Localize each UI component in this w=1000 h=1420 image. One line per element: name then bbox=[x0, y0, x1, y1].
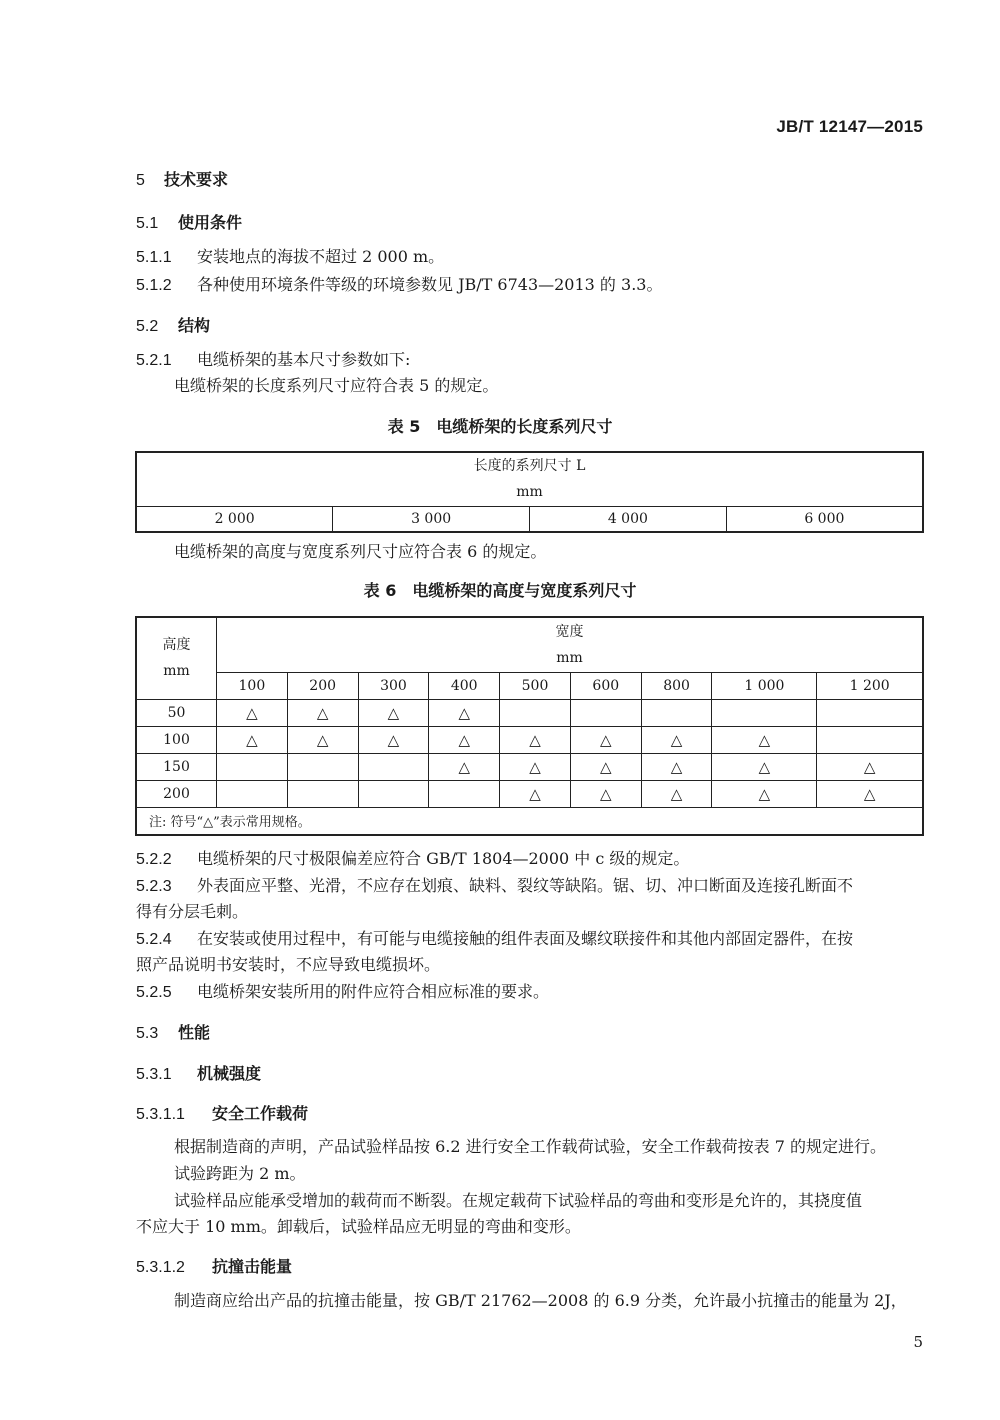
row-header-unit: mm bbox=[163, 663, 190, 680]
width-header-cell: 200 bbox=[287, 672, 358, 699]
header-unit: mm bbox=[516, 484, 543, 501]
document-code: JB/T 12147—2015 bbox=[776, 117, 923, 136]
spec-cell: △ bbox=[500, 780, 571, 807]
spec-cell bbox=[570, 699, 641, 726]
spec-cell: △ bbox=[817, 780, 923, 807]
paragraph: 试验样品应能承受增加的载荷而不断裂。在规定载荷下试验样品的弯曲和变形是允许的，其挠度值 bbox=[174, 1191, 863, 1210]
clause-5-2-2 bbox=[136, 846, 689, 873]
width-header-cell: 1 200 bbox=[817, 672, 923, 699]
spec-cell bbox=[217, 780, 288, 807]
spec-cell: △ bbox=[287, 699, 358, 726]
page-number: 5 bbox=[913, 1333, 923, 1351]
table-note: 注: 符号“△”表示常用规格。 bbox=[136, 807, 923, 835]
paragraph: 电缆桥架的长度系列尺寸应符合表 5 的规定。 bbox=[174, 376, 499, 395]
section-5-2-heading bbox=[136, 313, 210, 336]
spec-cell: △ bbox=[358, 699, 429, 726]
clause-number: 5.2.2 bbox=[136, 851, 172, 868]
table-row bbox=[136, 753, 923, 780]
spec-cell: △ bbox=[641, 726, 712, 753]
width-header-cell: 300 bbox=[358, 672, 429, 699]
table-cell: 3 000 bbox=[333, 506, 530, 532]
clause-5-2-1 bbox=[136, 347, 410, 374]
section-5-3-1-2-heading bbox=[136, 1254, 292, 1277]
width-header-cell: 400 bbox=[429, 672, 500, 699]
width-header-cell: 600 bbox=[570, 672, 641, 699]
section-5-heading bbox=[136, 167, 228, 190]
paragraph: 电缆桥架的高度与宽度系列尺寸应符合表 6 的规定。 bbox=[174, 542, 547, 561]
clause-number: 5.2.4 bbox=[136, 931, 172, 948]
col-header bbox=[217, 617, 924, 672]
spec-cell: △ bbox=[641, 780, 712, 807]
spec-cell: △ bbox=[500, 726, 571, 753]
spec-cell bbox=[817, 699, 923, 726]
header-label: 长度的系列尺寸 L bbox=[473, 458, 586, 475]
section-number: 5.3 bbox=[136, 1025, 159, 1042]
section-title: 安全工作载荷 bbox=[212, 1104, 309, 1123]
spec-cell: △ bbox=[570, 780, 641, 807]
clause-number: 5.1.1 bbox=[136, 249, 172, 266]
spec-cell: △ bbox=[217, 726, 288, 753]
section-number: 5.3.1 bbox=[136, 1066, 172, 1083]
spec-cell: △ bbox=[429, 753, 500, 780]
height-cell: 100 bbox=[136, 726, 217, 753]
section-title: 抗撞击能量 bbox=[212, 1257, 293, 1276]
clause-number: 5.2.3 bbox=[136, 878, 172, 895]
table-6 bbox=[135, 616, 924, 836]
spec-cell: △ bbox=[500, 753, 571, 780]
clause-5-2-3 bbox=[136, 873, 853, 900]
spec-cell bbox=[358, 780, 429, 807]
col-header-unit: mm bbox=[556, 649, 583, 666]
clause-text: 电缆桥架的基本尺寸参数如下: bbox=[197, 350, 411, 369]
spec-cell bbox=[217, 753, 288, 780]
width-header-cell: 100 bbox=[217, 672, 288, 699]
spec-cell: △ bbox=[217, 699, 288, 726]
table-5-caption: 表 5 电缆桥架的长度系列尺寸 bbox=[387, 417, 613, 436]
table-5 bbox=[135, 451, 924, 533]
paragraph: 照产品说明书安装时，不应导致电缆损坏。 bbox=[136, 955, 441, 974]
clause-text: 安装地点的海拔不超过 2 000 m。 bbox=[197, 247, 445, 266]
spec-cell bbox=[500, 699, 571, 726]
clause-number: 5.2.5 bbox=[136, 984, 172, 1001]
section-5-3-1-1-heading bbox=[136, 1101, 308, 1124]
row-header bbox=[136, 617, 217, 699]
clause-text: 外表面应平整、光滑，不应存在划痕、缺料、裂纹等缺陷。锯、切、冲口断面及连接孔断面不 bbox=[197, 876, 854, 895]
spec-cell bbox=[429, 780, 500, 807]
paragraph: 根据制造商的声明，产品试验样品按 6.2 进行安全工作载荷试验，安全工作载荷按表 7 的规定进行。 bbox=[174, 1137, 886, 1156]
spec-cell: △ bbox=[287, 726, 358, 753]
spec-cell bbox=[287, 753, 358, 780]
clause-number: 5.2.1 bbox=[136, 352, 172, 369]
table-header bbox=[136, 452, 923, 506]
spec-cell: △ bbox=[712, 753, 817, 780]
row-header-label: 高度 bbox=[162, 637, 191, 654]
section-title: 结构 bbox=[178, 316, 211, 335]
clause-text: 在安装或使用过程中，有可能与电缆接触的组件表面及螺纹联接件和其他内部固定器件，在按 bbox=[197, 929, 854, 948]
table-6-caption: 表 6 电缆桥架的高度与宽度系列尺寸 bbox=[363, 581, 637, 600]
table-row bbox=[136, 699, 923, 726]
width-header-cell: 1 000 bbox=[712, 672, 817, 699]
spec-cell bbox=[358, 753, 429, 780]
paragraph: 试验跨距为 2 m。 bbox=[174, 1164, 306, 1183]
spec-cell bbox=[712, 699, 817, 726]
table-cell: 6 000 bbox=[726, 506, 923, 532]
spec-cell: △ bbox=[429, 726, 500, 753]
table-cell: 4 000 bbox=[530, 506, 727, 532]
paragraph: 制造商应给出产品的抗撞击能量，按 GB/T 21762—2008 的 6.9 分类，允许最小抗撞击的能量为 2J， bbox=[174, 1291, 907, 1310]
clause-text: 各种使用环境条件等级的环境参数见 JB/T 6743—2013 的 3.3。 bbox=[197, 275, 663, 294]
spec-cell: △ bbox=[570, 726, 641, 753]
clause-number: 5.1.2 bbox=[136, 277, 172, 294]
spec-cell: △ bbox=[817, 753, 923, 780]
spec-cell bbox=[287, 780, 358, 807]
paragraph: 不应大于 10 mm。卸载后，试验样品应无明显的弯曲和变形。 bbox=[136, 1217, 581, 1236]
clause-text: 电缆桥架安装所用的附件应符合相应标准的要求。 bbox=[197, 982, 550, 1001]
section-number: 5 bbox=[136, 172, 145, 189]
spec-cell bbox=[641, 699, 712, 726]
col-header-label: 宽度 bbox=[555, 623, 584, 640]
clause-5-1-1 bbox=[136, 244, 444, 271]
section-5-3-1-heading bbox=[136, 1061, 261, 1084]
table-cell: 2 000 bbox=[136, 506, 333, 532]
section-5-1-heading bbox=[136, 210, 242, 233]
section-number: 5.3.1.1 bbox=[136, 1106, 185, 1123]
section-title: 使用条件 bbox=[178, 213, 243, 232]
section-title: 性能 bbox=[178, 1023, 211, 1042]
section-5-3-heading bbox=[136, 1020, 210, 1043]
section-title: 技术要求 bbox=[164, 170, 229, 189]
section-title: 机械强度 bbox=[197, 1064, 262, 1083]
spec-cell: △ bbox=[570, 753, 641, 780]
spec-cell bbox=[817, 726, 923, 753]
section-number: 5.3.1.2 bbox=[136, 1259, 185, 1276]
section-number: 5.2 bbox=[136, 318, 159, 335]
clause-5-2-4 bbox=[136, 926, 853, 953]
table-row bbox=[136, 780, 923, 807]
spec-cell: △ bbox=[358, 726, 429, 753]
spec-cell: △ bbox=[641, 753, 712, 780]
height-cell: 200 bbox=[136, 780, 217, 807]
spec-cell: △ bbox=[712, 726, 817, 753]
width-header-cell: 500 bbox=[500, 672, 571, 699]
paragraph: 得有分层毛刺。 bbox=[136, 902, 249, 921]
width-header-cell: 800 bbox=[641, 672, 712, 699]
table-row bbox=[136, 726, 923, 753]
clause-text: 电缆桥架的尺寸极限偏差应符合 GB/T 1804—2000 中 c 级的规定。 bbox=[197, 849, 690, 868]
clause-5-1-2 bbox=[136, 272, 662, 299]
section-number: 5.1 bbox=[136, 215, 159, 232]
height-cell: 150 bbox=[136, 753, 217, 780]
spec-cell: △ bbox=[712, 780, 817, 807]
spec-cell: △ bbox=[429, 699, 500, 726]
height-cell: 50 bbox=[136, 699, 217, 726]
clause-5-2-5 bbox=[136, 979, 549, 1006]
